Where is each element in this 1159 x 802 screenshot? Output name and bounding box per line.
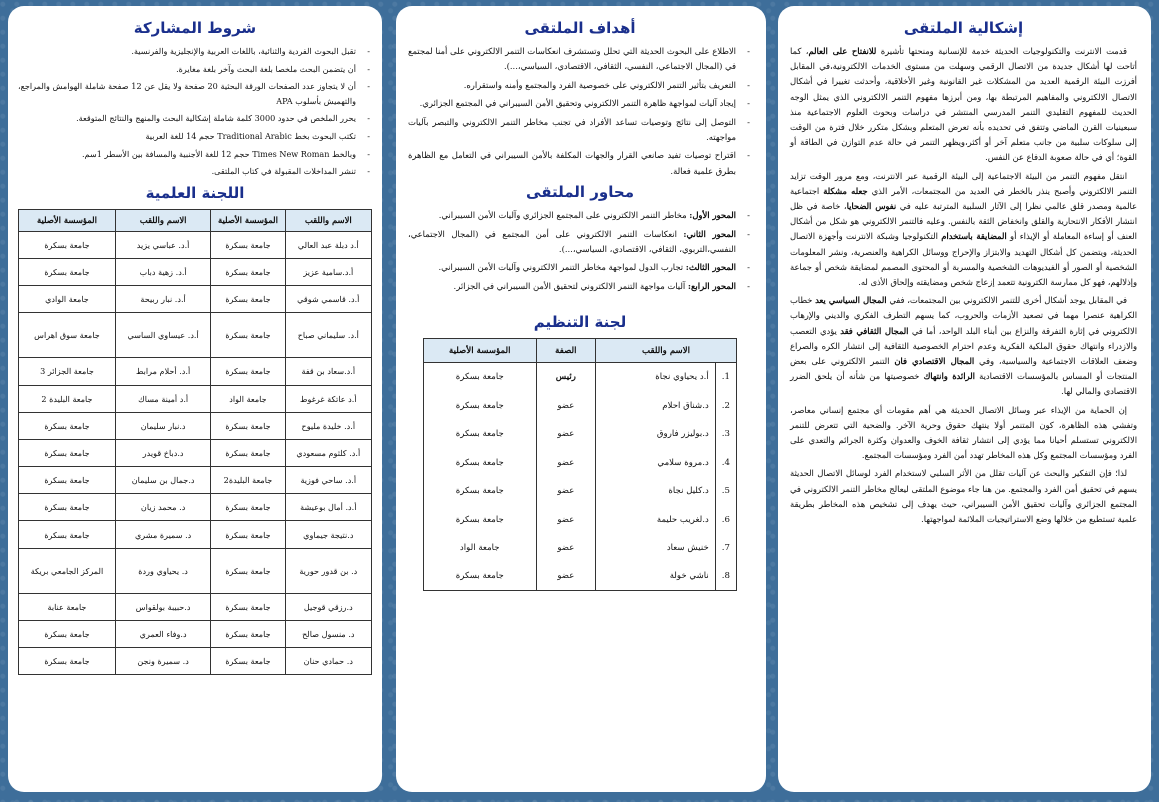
list-item: - المحور الرابع: آليات مواجهة التنمر الالكتروني لتحقيق الأمن السيبراني في الجزائر. (408, 279, 752, 294)
problem-paragraph-3: في المقابل يوجد أشكال أخرى للتنمر الالكتروني بين المجتمعات، ففي المجال السياسي يعد خطاب الكراهية عنصرا مهما في تصعيد الأزمات والحروب، كما يسهم التطرف الفكري والديني والإرهاب الالكتروني في إثارة التفرقة والنزاع بين أبناء البلد الواحد، أما في المجال الثقافي فقد يؤدي التعصب والازدراء وانتهاك حقوق الملكية الفكرية وعدم احترام الخصوصية الثقافية إلى انتشار الكره والصراع وضعف العلاقات الاجتماعية والسياسية، وفي المجال الاقتصادي فان التنمر الالكتروني على بعض المنتجات أو المساس بالمؤسسات الاقتصادية الرائدة وانتهاك خصوصيتها من شأنه أن يلحق الضرر الاقتصادي والمالي لها. (790, 295, 1137, 397)
table-row: 1. أ.د يحياوي نجاة رئيس جامعة بسكرة (424, 363, 737, 392)
table-row: أ.د عاتكة غرغوط جامعة الواد أ.د أمينة مساك جامعة البليدة 2 (19, 385, 372, 412)
list-item: - أن يتضمن البحث ملخصا بلغة البحث وآخر بلغة مغايرة. (18, 62, 372, 77)
org-header-role: الصفة (536, 339, 596, 363)
list-item: - الاطلاع على البحوث الحديثة التي تحلل وتستشرف انعكاسات التنمر الالكتروني على أمنا لمجتمع في (المجال الاجتماعي، النفسي، الثقافي، الاقتصادي، السياسي،...). (408, 44, 752, 75)
list-item: - أن لا يتجاوز عدد الصفحات الورقة البحثية 20 صفحة ولا يقل عن 12 صفحة شاملة الهوامش والمراجع، والتهميش بأسلوب APA (18, 79, 372, 108)
table-row: أ.د.سامية عزيز جامعة بسكرة أ.د. زهية دباب جامعة بسكرة (19, 258, 372, 285)
list-item: - تنشر المداخلات المقبولة في كتاب الملتقى. (18, 164, 372, 179)
table-row: 6. د.لغريب حليمة عضو جامعة بسكرة (424, 505, 737, 534)
table-row: د. حمادي حنان جامعة بسكرة د. سميرة ونجن جامعة بسكرة (19, 648, 372, 675)
org-committee-title: لجنة التنظيم (533, 313, 627, 332)
conditions-title: شروط المشاركة (133, 19, 257, 37)
problem-paragraph-2: انتقل مفهوم التنمر من البيئة الاجتماعية إلى البيئة الرقمية عبر الانترنت، ومع مرور الوقت تزايد التنمر الالكتروني وأصبح ينذر بالخطر في العديد من المجتمعات، الأمر الذي جعله مشكلة اجتماعية عالمية ومصدر قلق عالمي نظرا إلى الآثار السلبية المترتبة عليه في نفوس الضحايا، خاصة في ظل انتشار الأفكار الانتحارية والقلق وانخفاض الثقة بالنفس. وعليه فالتنمر الالكتروني هو شكل من أشكال العنف أو إساءة المعاملة أو الإيذاء أو المضايقة باستخدام التكنولوجيا وشبكة الانترنت وأجهزة الاتصال الحديثة، ويتضمن كل أشكال التهديد والابتزاز والإحراج ووسائل الكراهية والعنصرية، ونشر المعلومات الشخصية أو الصور أو الفيديوهات الشخصية والمسربة أو المحتوى المصمم لمضايقة شخص أو جماعة وإذلالهم، فهو كل ممارسة الكترونية تتعمد إزعاج شخص ومضايقته وإلحاق الأذى له. (790, 170, 1137, 288)
list-item: - إيجاد آليات لمواجهة ظاهرة التنمر الالكتروني وتحقيق الأمن السيبراني في المجتمع الجزائري. (408, 96, 752, 111)
table-row: 7. خنيش سعاد عضو جامعة الواد (424, 534, 737, 563)
problem-title: إشكالية الملتقى (903, 19, 1024, 37)
list-item: - يحرر الملخص في حدود 3000 كلمة شاملة إشكالية البحث والمنهج والنتائج المتوقعة. (18, 111, 372, 126)
table-row: أ.د. كلثوم مسعودي جامعة بسكرة د.دباخ قويدر جامعة بسكرة (19, 439, 372, 466)
list-item: - المحور الثاني: انعكاسات التنمر الالكتروني على أمن المجتمع في (المجال الاجتماعي، النفسي،التربوي، الثقافي، الاقتصادي، السياسي،...). (408, 227, 752, 258)
axes-title: محاور الملتقى (526, 183, 634, 202)
table-row: 2. د.شناق احلام عضو جامعة بسكرة (424, 391, 737, 420)
table-row: 3. د.بوليزر فاروق عضو جامعة بسكرة (424, 420, 737, 449)
org-committee-table (423, 338, 737, 591)
table-row: أ.د.سعاد بن قفة جامعة بسكرة أ.د. أحلام مرابط جامعة الجزائر 3 (19, 358, 372, 385)
table-row: أ.د دبلة عبد العالي جامعة بسكرة أ.د. عباسي يزيد جامعة بسكرة (19, 231, 372, 258)
goals-title: أهداف الملتقى (524, 19, 636, 37)
list-item: - اقتراح توصيات تفيد صانعي القرار والجهات المكلفة بالأمن السيبراني في التعامل مع الظاهرة بطرق علمية فعالة. (408, 148, 752, 179)
sci-header-name-2: الاسم واللقب (115, 209, 210, 231)
problem-paragraph-5: لذا؛ فإن التفكير والبحث عن آليات تقلل من الأثر السلبي لاستخدام الفرد لوسائل الاتصال الحديثة يسهم في تحقيق أمن الفرد والمجتمع. من هنا جاء موضوع الملتقى ليعالج مخاطر التنمر الالكتروني في المجتمع الجزائري وآليات تحقيق الأمن السيبراني، حيث يهدف إلى تشخيص هذه المخاطر بطريقة علمية تستطيع من خلالها وضع الاستراتيجيات الملائمة لمواجهتها. (790, 468, 1137, 525)
table-row: 8. ناشي خولة عضو جامعة بسكرة (424, 562, 737, 591)
table-row: 4. د.مروة سلامي عضو جامعة بسكرة (424, 448, 737, 477)
problem-panel (778, 6, 1151, 792)
list-item: - المحور الأول: مخاطر التنمر الالكتروني على المجتمع الجزائري وآليات الأمن السيبراني. (408, 208, 752, 223)
axes-list (408, 208, 752, 294)
list-item: - التوصل إلى نتائج وتوصيات تساعد الأفراد في تجنب مخاطر التنمر الالكتروني والتبصر بآليات مواجهته. (408, 115, 752, 146)
list-item: - المحور الثالث: تجارب الدول لمواجهة مخاطر التنمر الالكتروني وآليات الأمن السيبراني. (408, 260, 752, 275)
goals-list (408, 44, 752, 179)
goals-panel (396, 6, 766, 792)
table-row: أ.د. أمال بوعيشة جامعة بسكرة د. محمد زيان جامعة بسكرة (19, 494, 372, 521)
conditions-panel (8, 6, 382, 792)
table-row: د. منسول صالح جامعة بسكرة د.وفاء العمري جامعة بسكرة (19, 620, 372, 647)
list-item: - وبالخط Times New Roman حجم 12 للغة الأجنبية والمسافة بين الأسطر 1سم. (18, 147, 372, 162)
table-row: د.نتيجة جيماوي جامعة بسكرة د. سميرة مشري جامعة بسكرة (19, 521, 372, 548)
conditions-list (18, 44, 372, 179)
table-row: أ.د. خليدة مليوح جامعة بسكرة د.نبار سليمان جامعة بسكرة (19, 412, 372, 439)
sci-header-name-1: الاسم واللقب (285, 209, 371, 231)
problem-paragraph-4: إن الحماية من الإيذاء عبر وسائل الاتصال الحديثة هي أهم مقومات أي مجتمع إنساني معاصر، وتفشي هذه الظاهرة، كون المتنمر أولا ينتهك حقوق وحرية الآخر. والضحية التي تتعرض للتنمر الالكتروني تستسلم أحيانا مما يؤدي إلى انتشار ثقافة الخوف والعدوان وكثرة الجرائم والتعدي على الفرد ومؤسسات المجتمع وكل هذه المخاطر تهدد أمن الفرد ومؤسسات المجتمع. (790, 404, 1137, 461)
sci-header-inst-2: المؤسسة الأصلية (19, 209, 116, 231)
list-item: - تكتب البحوث بخط Traditional Arabic حجم 14 للغة العربية (18, 129, 372, 144)
table-row: أ.د. سليماني صباح جامعة بسكرة أ.د. عيساوي الساسي جامعة سوق اهراس (19, 313, 372, 358)
table-row: د.رزقي قوجيل جامعة بسكرة د.حبيبة بولقواس جامعة عنابة (19, 593, 372, 620)
sci-committee-table (18, 209, 372, 675)
sci-header-inst-1: المؤسسة الأصلية (211, 209, 285, 231)
list-item: - تقبل البحوث الفردية والثنائية، باللغات العربية والإنجليزية والفرنسية. (18, 44, 372, 59)
org-header-inst: المؤسسة الأصلية (424, 339, 537, 363)
table-row: 5. د.كليل نجاة عضو جامعة بسكرة (424, 477, 737, 506)
table-row: د. بن قدور حورية جامعة بسكرة د. يحياوي وردة المركز الجامعي بريكة (19, 548, 372, 593)
problem-paragraph-1: قدمت الانترنت والتكنولوجيات الحديثة خدمة للإنسانية ومنحتها تأشيرة للانفتاح على العالم، كما أتاحت لها أشكال جديدة من الاتصال الرقمي وسهلت من مستوى الخدمات الالكترونية،في المقابل أفرزت البيئة الرقمية العديد من المشكلات غير القانونية وغير الأخلاقية، وأحدثت تغييرا في أشكال الاتصال الالكتروني والمفاهيم المرتبطة بها، ومن أبرزها مفهوم التنمر الالكتروني الذي يمثل الوجه الحديث للمفهوم التقليدي التنمر المدرسي المنتشر في دراسات وبحوث العلوم الاجتماعية منذ سبعينيات القرن الماضي وتتفق في تحديده بأنه تعرض المتعلم وبشكل متكرر خلال فترة من الوقت إلى سلوكات سلبية من جانب متعلم آخر أو أكثر،ويظهر التنمر في حالة عدم التوازن في الطاقة أو القوة؛ أي في حالة صعوبة الدفاع عن النفس. (790, 46, 1137, 163)
table-row: أ.د. قاسمي شوقي جامعة بسكرة أ.د. نبار ربيحة جامعة الوادي (19, 286, 372, 313)
sci-committee-title: اللجنة العلمية (145, 183, 245, 202)
org-header-name: الاسم واللقب (596, 339, 737, 363)
list-item: - التعريف بتأثير التنمر الالكتروني على خصوصية الفرد والمجتمع وأمنه واستقراره. (408, 78, 752, 93)
table-row: أ.د. ساحي فوزية جامعة البليدة2 د.جمال بن سليمان جامعة بسكرة (19, 467, 372, 494)
